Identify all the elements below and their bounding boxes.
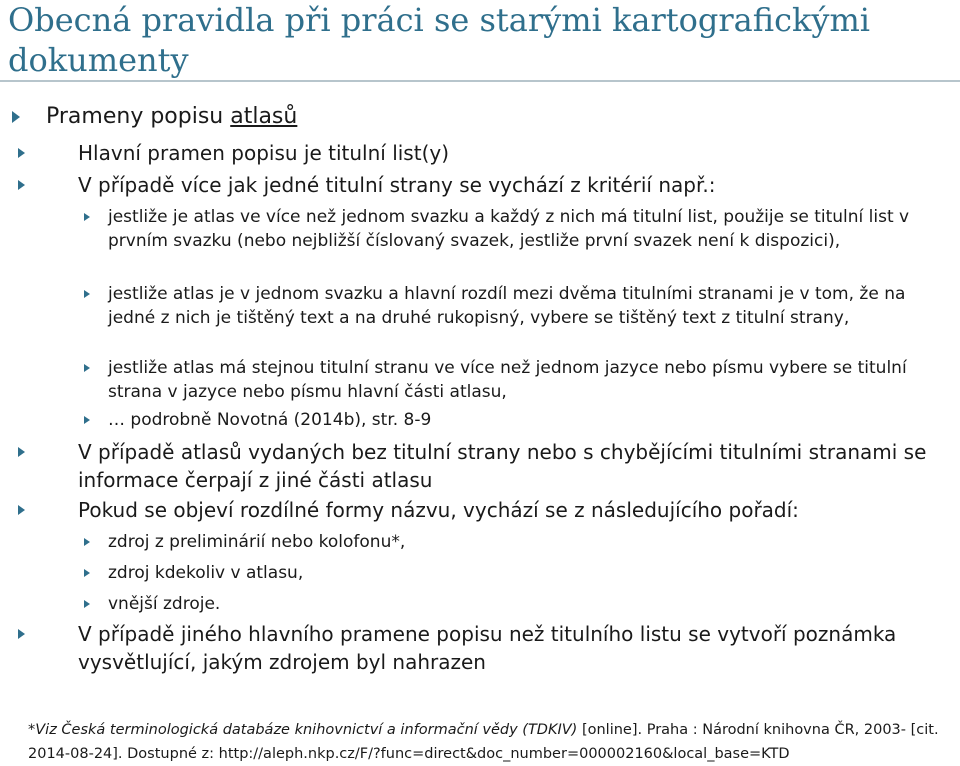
bullet-text: Hlavní pramen popisu je titulní list(y) (78, 141, 450, 165)
bullet-arrow-icon (12, 111, 20, 123)
bullet-text: … podrobně Novotná (2014b), str. 8-9 (108, 410, 432, 430)
bullet-text: Prameny popisu (46, 104, 231, 129)
bullet-arrow-icon (84, 364, 90, 372)
bullet-arrow-icon (18, 148, 25, 158)
bullet-bez-titulni-strany (78, 438, 943, 494)
bullet-arrow-icon (84, 600, 90, 608)
bullet-prameny (46, 103, 936, 131)
slide-title: Obecná pravidla při práci se starými kartografickými dokumenty (8, 1, 871, 79)
bullet-arrow-icon (84, 213, 90, 221)
bullet-text: Pokud se objeví rozdílné formy názvu, vychází se z následujícího pořadí: (78, 498, 799, 522)
bullet-text: jestliže atlas je v jednom svazku a hlavní rozdíl mezi dvěma titulními stranami je v tom, že na jedné z nich je tištěný text a na druhé rukopisný, vybere se tištěný text z titulní strany, (108, 284, 906, 328)
bullet-arrow-icon (84, 569, 90, 577)
subbullet-vnejsi (108, 592, 943, 616)
subbullet-vice-svazku (108, 205, 943, 253)
bullet-rozdilne-formy (78, 496, 943, 524)
bullet-text: jestliže atlas má stejnou titulní stranu ve více než jednom jazyce nebo písmu vybere se titulní strana v jazyce nebo písmu hlavní části atlasu, (108, 358, 907, 402)
bullet-arrow-icon (84, 290, 90, 298)
subbullet-preliminarie (108, 530, 943, 554)
subbullet-jeden-svazek (108, 282, 943, 330)
subbullet-kdekoliv (108, 561, 943, 585)
footnote-citation (28, 718, 943, 766)
bullet-vice-titulnich-stran (78, 171, 938, 199)
bullet-text: V případě jiného hlavního pramene popisu než titulního listu se vytvoří poznámka vysvětlující, jakým zdrojem byl nahrazen (78, 622, 897, 674)
subbullet-podrobne (108, 408, 943, 432)
bullet-text: V případě více jak jedné titulní strany se vychází z kritérií např.: (78, 173, 716, 197)
atlasu-link[interactable]: atlasů (230, 104, 298, 129)
bullet-text: jestliže je atlas ve více než jednom svazku a každý z nich má titulní list, použije se titulní list v prvním svazku (nebo nejbližší číslovaný svazek, jestliže první svazek není k dispozici), (108, 207, 910, 251)
bullet-text: V případě atlasů vydaných bez titulní strany nebo s chybějícími titulními stranami se informace čerpají z jiné části atlasu (78, 440, 927, 492)
bullet-text: zdroj kdekoliv v atlasu, (108, 563, 304, 583)
bullet-arrow-icon (84, 416, 90, 424)
bullet-arrow-icon (18, 180, 25, 190)
footnote-details: [online]. Praha : Národní knihovna ČR, 2003- [cit. 2014-08-24]. Dostupné z: http://aleph.nkp.cz/F/?func=direct&doc_number=000002160&local_base=KTD (28, 722, 939, 762)
bullet-text: zdroj z preliminárií nebo kolofonu*, (108, 532, 406, 552)
bullet-text: vnější zdroje. (108, 594, 221, 614)
footnote-marker: * (28, 722, 36, 738)
title-divider (0, 80, 960, 82)
bullet-arrow-icon (18, 629, 25, 639)
bullet-jiny-pramen (78, 620, 943, 676)
bullet-arrow-icon (84, 538, 90, 546)
subbullet-jazyk (108, 356, 943, 404)
bullet-arrow-icon (18, 447, 25, 457)
footnote-italic-source: Viz Česká terminologická databáze knihovnictví a informační vědy (TDKIV) (35, 722, 578, 738)
bullet-arrow-icon (18, 505, 25, 515)
bullet-hlavni-pramen (78, 139, 938, 167)
